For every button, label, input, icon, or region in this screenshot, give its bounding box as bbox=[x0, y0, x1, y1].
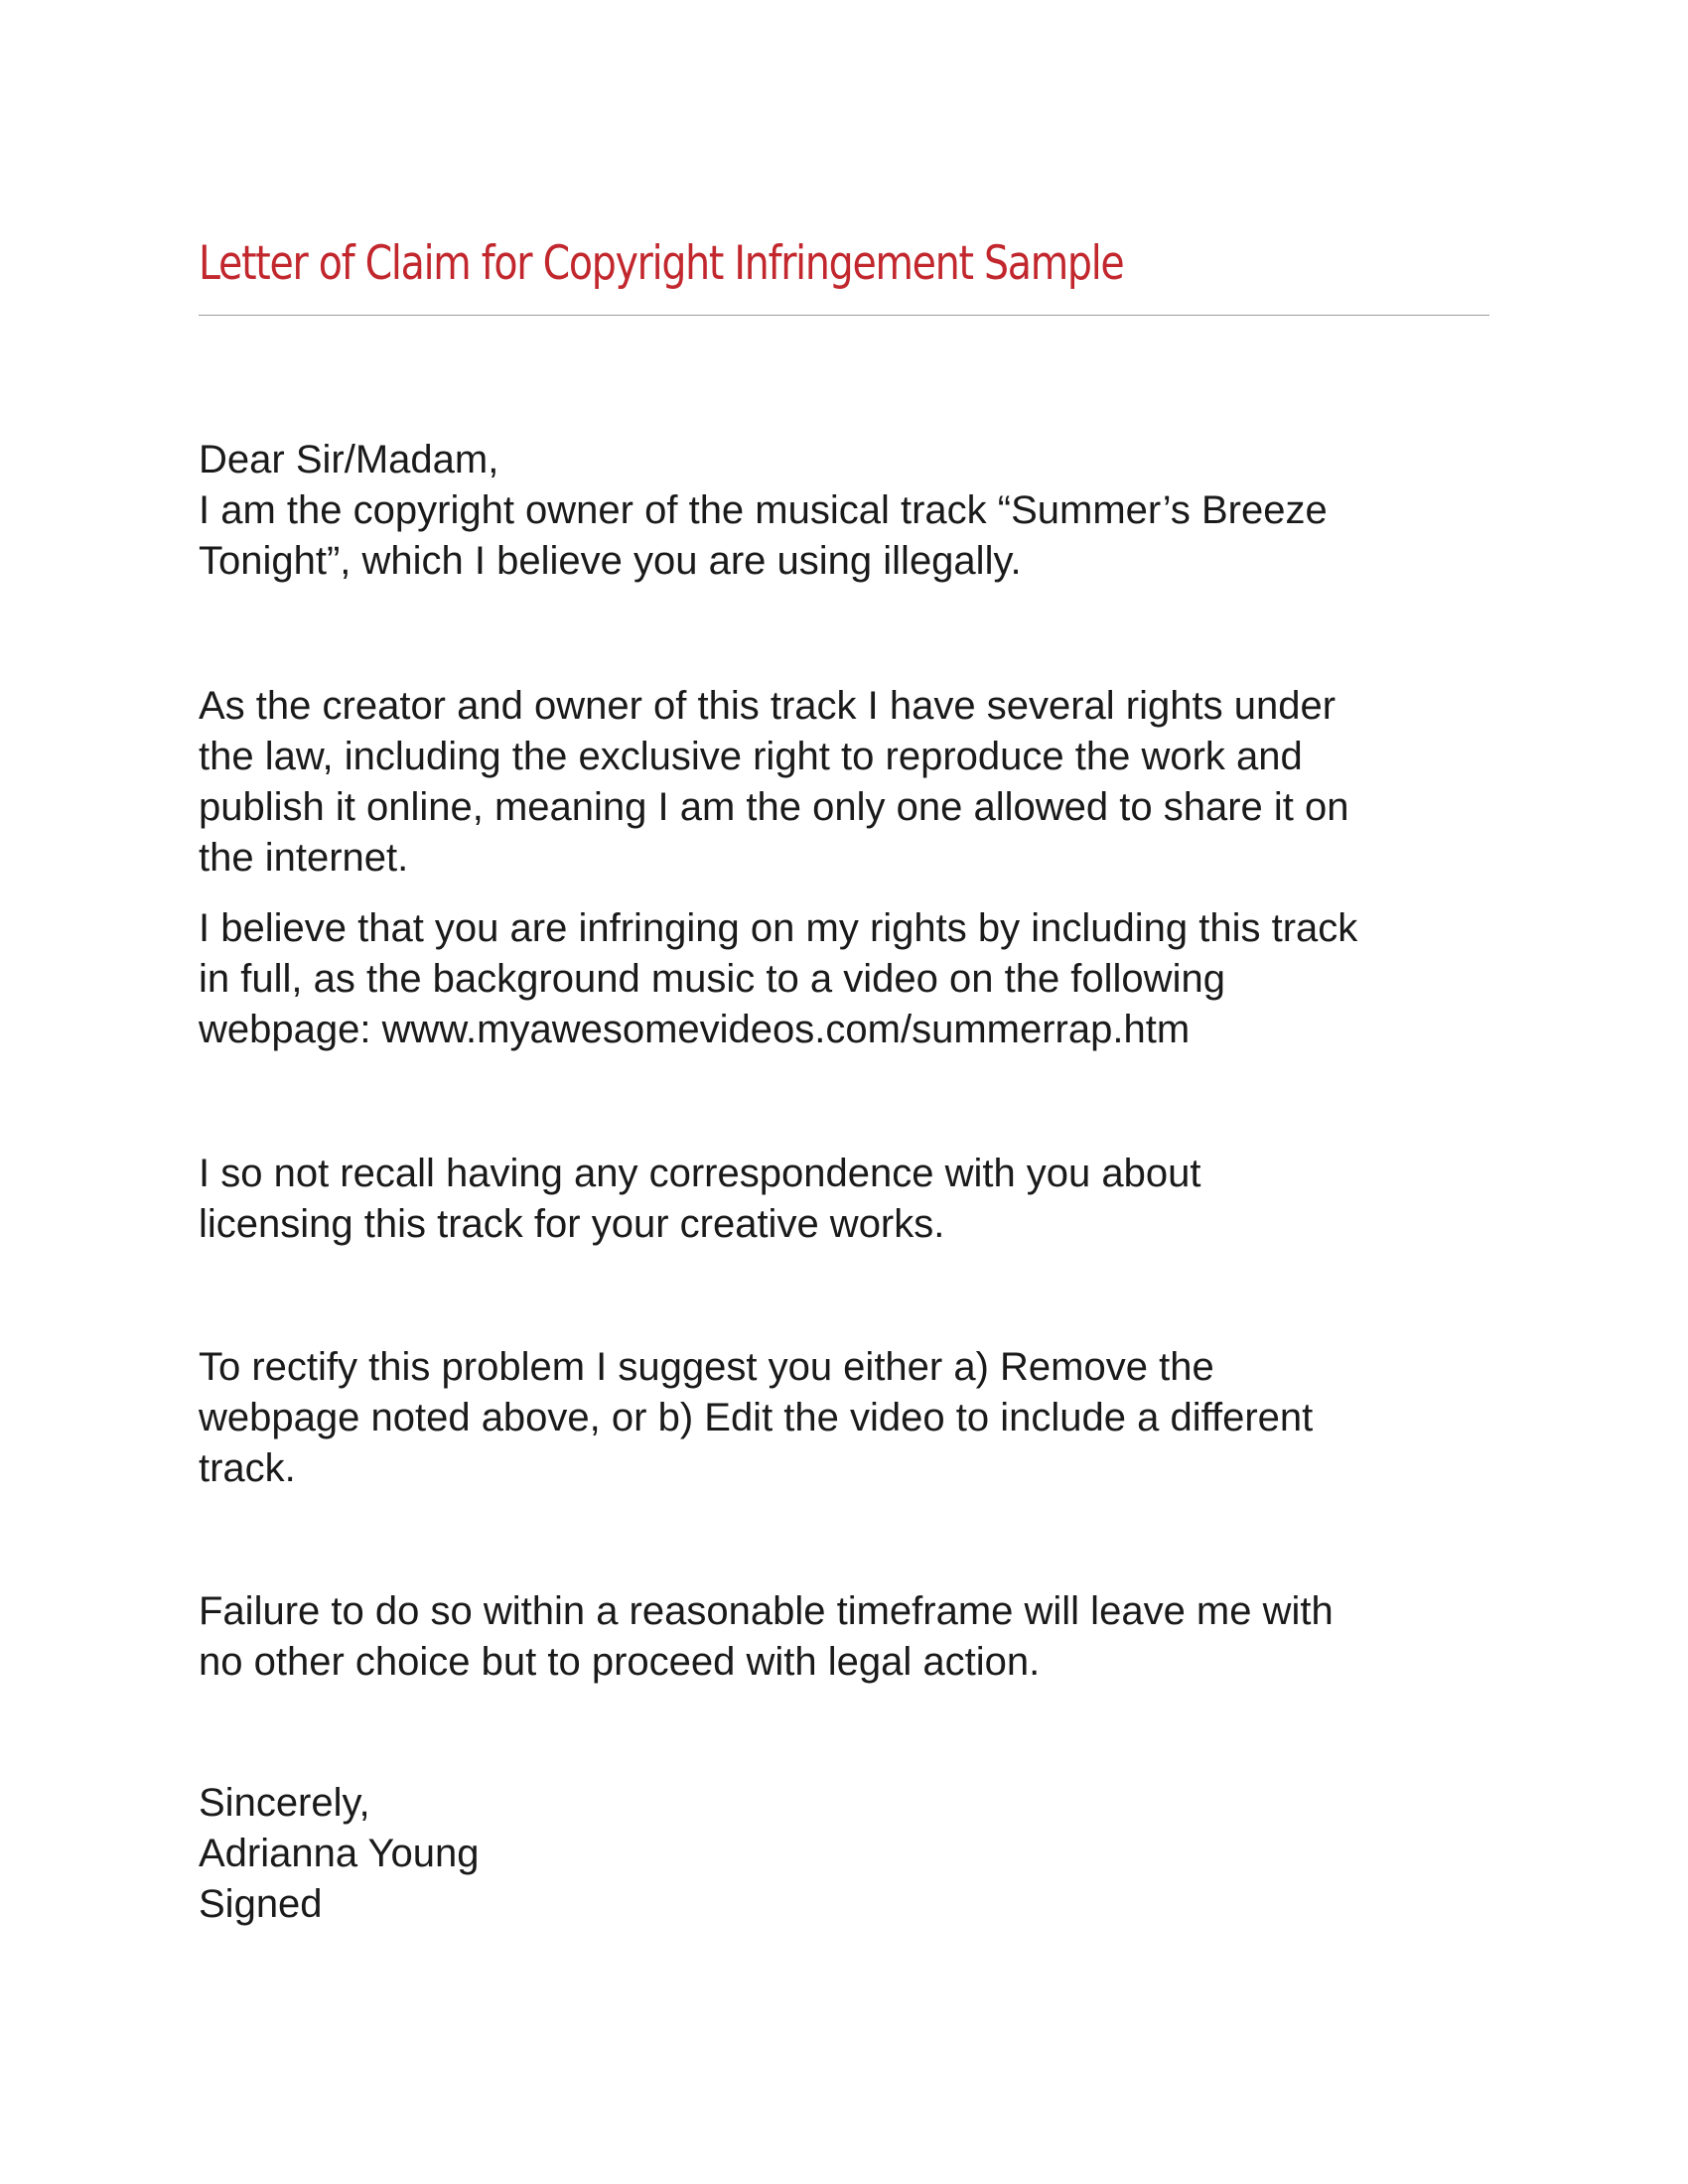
title-divider bbox=[199, 315, 1489, 316]
paragraph-line: Failure to do so within a reasonable timeframe will leave me with bbox=[199, 1589, 1334, 1633]
paragraph-remedy bbox=[199, 1342, 1499, 1494]
paragraph-line: I am the copyright owner of the musical track “Summer’s Breeze bbox=[199, 488, 1328, 532]
document-title: Letter of Claim for Copyright Infringement Sample bbox=[199, 236, 1124, 291]
salutation bbox=[199, 435, 1499, 485]
paragraph-line: the internet. bbox=[199, 836, 409, 880]
paragraph-line: in full, as the background music to a video on the following bbox=[199, 957, 1225, 1001]
paragraph-line: no other choice but to proceed with legal action. bbox=[199, 1640, 1041, 1684]
paragraph-line: track. bbox=[199, 1446, 296, 1490]
paragraph-line: licensing this track for your creative works. bbox=[199, 1202, 945, 1246]
paragraph-line: webpage noted above, or b) Edit the video to include a different bbox=[199, 1396, 1314, 1439]
salutation-line: Dear Sir/Madam, bbox=[199, 438, 499, 481]
paragraph-rights bbox=[199, 681, 1499, 884]
signature-note: Signed bbox=[199, 1882, 323, 1926]
paragraph-no-license bbox=[199, 1149, 1499, 1250]
paragraph-line: Tonight”, which I believe you are using illegally. bbox=[199, 539, 1022, 583]
paragraph-line: To rectify this problem I suggest you either a) Remove the bbox=[199, 1345, 1214, 1389]
paragraph-infringement bbox=[199, 903, 1499, 1055]
paragraph-line: the law, including the exclusive right to reproduce the work and bbox=[199, 735, 1303, 778]
signer-name: Adrianna Young bbox=[199, 1832, 480, 1875]
paragraph-warning bbox=[199, 1586, 1499, 1688]
paragraph-line: publish it online, meaning I am the only one allowed to share it on bbox=[199, 785, 1349, 829]
closing-line: Sincerely, bbox=[199, 1781, 370, 1825]
signature-block bbox=[199, 1778, 1499, 1930]
paragraph-line: As the creator and owner of this track I have several rights under bbox=[199, 684, 1336, 728]
paragraph-line: I so not recall having any correspondence with you about bbox=[199, 1152, 1201, 1195]
paragraph-line: I believe that you are infringing on my rights by including this track bbox=[199, 906, 1358, 950]
paragraph-ownership bbox=[199, 485, 1499, 587]
paragraph-line: webpage: www.myawesomevideos.com/summerrap.htm bbox=[199, 1008, 1191, 1051]
